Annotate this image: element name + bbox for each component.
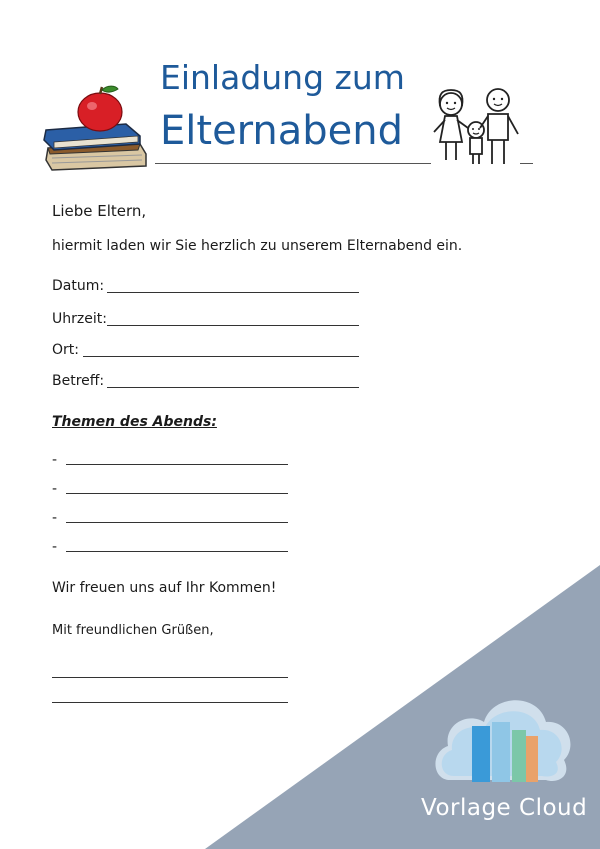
field-label-datum: Datum: xyxy=(52,278,105,294)
regards-text: Mit freundlichen Grüßen, xyxy=(52,623,214,638)
field-line-datum[interactable] xyxy=(107,292,359,293)
cloud-logo-icon xyxy=(430,688,575,788)
signature-line[interactable] xyxy=(52,702,288,703)
title-line-2: Elternabend xyxy=(160,108,404,154)
closing-text: Wir freuen uns auf Ihr Kommen! xyxy=(52,580,277,596)
field-label-uhrzeit: Uhrzeit: xyxy=(52,311,107,327)
topic-line[interactable] xyxy=(66,551,288,552)
topic-line[interactable] xyxy=(66,522,288,523)
title-line-1: Einladung zum xyxy=(160,58,405,97)
greeting: Liebe Eltern, xyxy=(52,202,147,220)
field-line-betreff[interactable] xyxy=(107,387,359,388)
topic-dash: - xyxy=(52,539,58,555)
topic-dash: - xyxy=(52,481,58,497)
field-line-uhrzeit[interactable] xyxy=(107,325,359,326)
topic-line[interactable] xyxy=(66,464,288,465)
signature-line[interactable] xyxy=(52,677,288,678)
topics-heading: Themen des Abends: xyxy=(52,414,217,430)
header-underline xyxy=(155,163,431,164)
field-label-ort: Ort: xyxy=(52,342,79,358)
apple-on-books-icon xyxy=(42,84,152,174)
family-stick-figure-icon xyxy=(428,84,524,168)
intro-text: hiermit laden wir Sie herzlich zu unserem Elternabend ein. xyxy=(52,238,463,254)
field-line-ort[interactable] xyxy=(83,356,359,357)
topic-dash: - xyxy=(52,510,58,526)
topic-line[interactable] xyxy=(66,493,288,494)
field-label-betreff: Betreff: xyxy=(52,373,105,389)
topic-dash: - xyxy=(52,452,58,468)
brand-logo-text: Vorlage Cloud xyxy=(421,795,588,821)
